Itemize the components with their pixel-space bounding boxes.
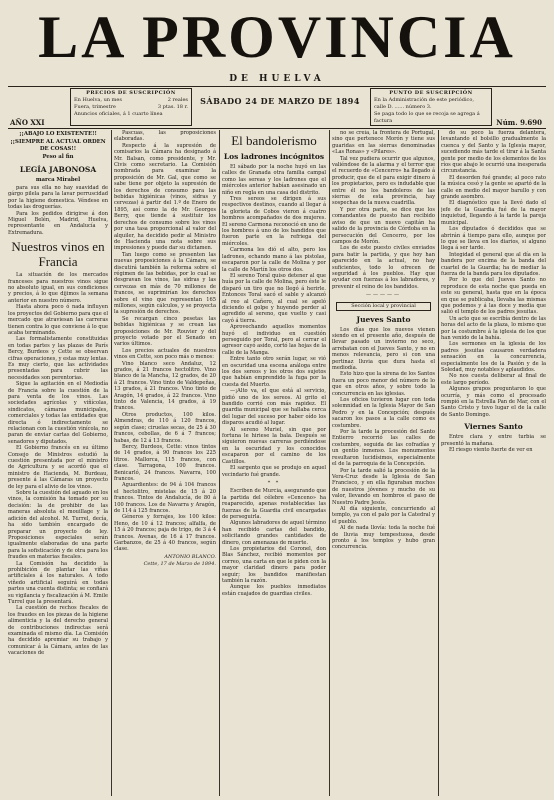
article-paragraph: Los propietarios del Coronel, don Blas Sánchez, recibió momentos por correo, una carta en que le piden con la mayor claridad dinero para poder seguir; los bandidos manifiestan también la razón.	[222, 545, 326, 584]
article-paragraph: Los precios actuales de nuestros vinos en Cette, son poco más o menos:	[114, 347, 216, 361]
article-subheadline: Jueves Santo	[356, 314, 411, 324]
article-paragraph: Los de este puesto civiles enviados para batir la partida, y que hoy han aparecido en la actual, no hay suficientes, todo lo ofrecen de seguridad á los pueblos. Hay que ayudar con fuerzas á los labradores, y prevenir el reino de los bandidos.	[332, 245, 435, 290]
article-paragraph: Los sermones en la iglesia de los padres jesuitas causaron verdadera sensación en la concurrencia, especialmente los de la Pasión y de la Soledad, muy notables y aplaudidos.	[441, 341, 546, 374]
article-paragraph: Algunos grupos preguntaron lo que ocurría, y más como el procesado rompió en la Estrella Pan de Mar, con el Santo Cristo y tuvo lugar el de la calle de Santo Domingo.	[441, 386, 546, 418]
article-signature: ANTONIO BLANCO.	[164, 553, 216, 560]
subscription-row: En Huelva, un mes 2 reales	[74, 97, 188, 103]
separator-ornament: —————	[366, 292, 401, 299]
column-rule	[438, 130, 439, 796]
article-paragraph: Sobre la cuestión del aguado en los vinos, la comisión ha tomado por su decisión: la de prohibir de las maneras absoluta el mouillage y la adición del alcohol. M. Turrel, decía, ha sido también encargado de preparar un proyecto de ley. Proposiciones especiales serán igualmente elaboradas de una parte para la sofisticación y de otra para los fraudes en materias fiscales.	[8, 490, 108, 561]
point-box	[370, 88, 492, 126]
column-5	[441, 130, 546, 796]
article-paragraph: Aunque los pueblos inmediatos están cuajados de guardias civiles.	[222, 584, 326, 597]
point-line: Se paga todo lo que se recoja se agrega á factura	[374, 111, 480, 124]
article-paragraph: Por lo que del Jueves Santo no reproduce de esta noche que pueda en este su general, hasta que en la época en que se publicaba, llevaba las mismas que podemos y á las doce y media que salió el templo de los padres jesuitas.	[441, 277, 546, 316]
article-signature: Cette, 17 de Marzo de 1894.	[143, 561, 216, 568]
article-paragraph: Y por otra parte, se dice que los comandantes de puesto han recibido aviso de que un nuevo capitán ha salido de la provincia de Córdoba en la persecución del Cencerro, por los campos de Morón.	[332, 206, 435, 245]
article-paragraph: No nos cuesta deliberar al final de este largo período.	[441, 373, 546, 386]
column-1	[8, 130, 108, 796]
article-paragraph: Los días que los nuevos vienen siendo en el presente año, después de llevar pasado un invierno no seco, arrebatan con el Jueves Santo, y no en menos relevancia, pero si con una pertinaz lluvia que dura hasta el mediodía.	[332, 326, 435, 371]
article-paragraph: Aguardientes: de 94 á 104 francos el hectolitro, mistelas de 15 á 20 francos. Tintos de Andalucía, de 80 á 100 francos. Los de Navarra y Aragón, de 114 á 125 francos.	[114, 482, 216, 514]
article-paragraph: El sereno Toral quiso detener al que huía por la calle de Molina, pero éste le disparó un tiro que no llegó á herirle. Entonces Toral sacó el sable y alcanzó al reo al Cañero, al cual se apeló diciendo el golpe y huyendo perder al agredido al sereno, que vuelto y casi cayó á tierra.	[222, 272, 326, 324]
article-paragraph: Entre tanto otro serán lugar, se vió en oscuridad una escena análoga entre los dos sereos y los otros dos sujetos que habían emprendido la fuga por la cuesta del Muerto.	[222, 356, 326, 388]
article-paragraph: El desorden fué grande; al poco rato la música cesó y la gente se apartó de la calle en medio del mayor barullo y con grande asombro.	[441, 174, 546, 201]
point-header: PUNTO DE SUSCRIPCIÓN	[389, 90, 473, 96]
header-rule-top	[8, 86, 546, 87]
article-paragraph: El riesgo viento fuerte de ver en	[449, 447, 533, 454]
article-paragraph: no se creía, la frontera de Portugal, sino que pertenece Morón y tiene sus guaridas en las sierras denominadas «Las Ronas» y «Pilares».	[332, 130, 435, 156]
article-paragraph: Escriben de Murcia, asegurando que la partida del célebre «Cenceno» ha reaparecido, apenas restablecidas las fuerzas de la Guardia civil encargadas de perseguirla.	[222, 488, 326, 520]
column-rule	[111, 130, 112, 796]
article-paragraph: El sábado por la noche huyó en las calles de Granada otra familia campal como las sereas y los ladrones que el miércoles anterior habían asesinado un niño en regla en una casa del distrito.	[222, 164, 326, 196]
advert-line: marca Mirabel	[35, 177, 81, 183]
column-2	[114, 130, 216, 796]
article-paragraph: Integidad el general que al día en la bandera por encima de la banda del cuartel de la Guardia; ha de mediar la fuerza de la banda para los diputados.	[441, 251, 546, 277]
subscription-row: Fuera, trimestre 3 ptas. 18 r.	[74, 104, 188, 110]
article-paragraph: Al día siguiente, concurriendo al templo, ya con el palo por la Catedral y el pueblo.	[332, 505, 435, 525]
article-paragraph: La Comisión ha decidido la prohibición de plantar las viñas artificiales á los naturales. A todo viñedo artificial seguirá en todas partes una cuenta distinta; se confiará su vigilancia y fiscalización á M. Emile Turrel que la presentará.	[8, 560, 108, 605]
subscription-box	[70, 88, 192, 126]
article-paragraph: para sus ella no hay suavidad de gárgo pilela para la lavar perruscidad por la higiene domestica. Véndese en todas las droguerías.	[8, 185, 108, 211]
article-paragraph: La cuestión de rechos fiscales de los fraudes en los piezas de la higiene alimenticia y la del derecho general de contribuciones indirectas será examinada el mismo día. La Comisión ha decidido apremiar su trabajo y comunicar á la Cámara, antes de las vacaciones de	[8, 605, 108, 657]
article-paragraph: Vino blanco seco Andaluz, 12 grados, á 21 francos hectolitro. Vino blanco de la Mancha, 12 grados, de 20 á 21 francos. Vino tinto de Valdepeñas, 13 grados, á 21 francos. Vino tinto de Aragón, 14 grados, á 22 francos. Vino tinto de Valencia, 14 grados, á 19 francos.	[114, 360, 216, 412]
column-4	[332, 130, 435, 796]
article-paragraph: Los diputados ó decididos que se abrirán á tiempo para ello, aunque por lo que se lleva en los diarios, si alguno llega á ser tarde.	[441, 226, 546, 252]
issue-year: AÑO XXI	[10, 118, 45, 127]
column-rule	[219, 130, 220, 796]
article-paragraph: Aprovechando aquellos momentos huyó el individuo en cuestión perseguido por Toral, pero al cerrar el agresor cayó asido, cortó las hojas de la calle de la Manga.	[222, 324, 326, 356]
article-paragraph: Hasta ahora poco ó nada influyen los proyectos del Gobierno para que el mercado que atraviesan las carreras tienen contra lo que conviene á lo que acaba terminando.	[8, 304, 108, 336]
article-paragraph: Algunos labradores de aquel término han recibido cartas del bandido, solicitando grandes cantidades de dinero, con amenazas de muerte.	[222, 520, 326, 546]
separator-ornament: * *	[267, 479, 281, 486]
point-line: En la Administración de este periódico,	[374, 97, 474, 103]
article-paragraph: Tal vez pudiera ocurrir que algunos, valiéndose de la alarma y el terror que el recuerdo de «Cencerro» ha llegado á producir, que de el para exigir dinero á los propietarios, pero es indudable que entre él no los bandoleros de las sierras de esta provincia, hay sospechas de la nueva cuadrilla.	[332, 155, 435, 207]
article-subheadline: Los ladrones incógnitos	[223, 152, 325, 161]
masthead-title: LA PROVINCIA	[38, 4, 516, 70]
article-paragraph: Respecto á la supresión de comisarios la Cámara ha designado á Mr. Balsan, como presidente, y Mr. Civis como secretario. La Comisión nombrada para examinar la proposición de Mr. Gal, que como se sabe tiene por objeto la supresión de los derechos de consumo para las bebidas higiénicas (vinos, sidras y cervezas) á partir del 1.º de Enero de 1895, así como la de Mr. Georges Berry, que tiende á sustituir los derechos de consumo sobre los vinos por una tasa proporcional al valor del alquiler, ha decidido pedir al Ministro de Hacienda una nota sobre sus impresiones y puede dar su dictamen.	[114, 142, 216, 252]
column-rule	[329, 130, 330, 796]
column-3	[222, 130, 326, 796]
article-headline: El bandolerismo	[231, 133, 317, 148]
article-paragraph: Géneros y forrajes, los 100 kilos: Heno, de 10 á 12 francos; alfalfa, de 15 á 20 francos; paja de trigo, de 3 á 4 francos. Avenas, de 16 á 17 francos. Garbanzos, de 25 á 40 francos, según clase.	[114, 514, 216, 553]
advert-line: Peso al fin	[42, 154, 74, 160]
article-paragraph: Por la tarde salió la procesión de la Vera-Cruz desde la Iglesia de San Francisco, y en ella figuraban muchos de nuestros jóvenes y mucho de su valor, llevando en hombros el paso de Nuestro Padre Jesús.	[332, 467, 435, 506]
subscription-row: Anuncios oficiales, á 1 cuarto línea	[74, 111, 163, 117]
issue-number: Núm. 9.690	[496, 118, 542, 127]
subscription-header: PRECIOS DE SUSCRIPCIÓN	[86, 90, 176, 96]
article-paragraph: Esto hizo que la sirena de los Santos fuera un poco menor del número de lo que en otros años, y sobre todo la concurrencia en las iglesias.	[332, 371, 435, 397]
masthead-subtitle: DE HUELVA	[229, 74, 325, 84]
article-paragraph: Tres sereos se dirigen á sus respectivos destinos, cuando al llegar á la glorieta de Cobos vieron á cuatro hombres acompañados de dos mujeres. El sereno Carmona reconoció en uno de los hombres á uno de los bandidos que fueron parte en la refriega del miércoles.	[222, 196, 326, 247]
article-paragraph: —¡Alto va, el que está al servicio, pidió uno de los sereos. Al grito el bandido corrió con más rapidez. El guardia municipal que se hallaba cerca del lugar del suceso por haber oído los disparos acudió al lugar.	[222, 388, 326, 427]
article-paragraph: Pascuas, las proposiciones elaboradas.	[114, 130, 216, 143]
article-headline: Nuestros vinos en Francia	[11, 239, 105, 270]
header-rule-bottom	[8, 128, 546, 129]
article-paragraph: Al de nada llovía: toda la noche fué de lluvia muy tempestuosa, desde pronto á los templos y hubo gran concurrencia.	[332, 525, 435, 551]
article-paragraph: Los oficios tuvieron lugar con toda solemnidad en la Iglesia Mayor de San Pedro y en la Concepción; después sacaron los pasos a la calle como es costumbre.	[332, 397, 435, 429]
issue-date: SÁBADO 24 DE MARZO DE 1894	[200, 96, 360, 106]
advert-line: ¡¡SIEMPRE AL ACTUAL ORDEN DE COSAS!!	[10, 139, 106, 152]
article-paragraph: do su poco la fuerza delantera, levantando el bolsillo gradualmente la cuenca y del Santo y la Iglesia mayor, sucediendo más tarde el tirar á la Santa gente por medio de los elementos de los ríos que abajo le ocurrió una inesperada circunstancia.	[441, 130, 546, 175]
article-paragraph: El diagnóstico que la llevó dado el jefe de la Guardia fué de la mayor inquietud, llegando á la tarde la pareja municipal.	[441, 200, 546, 226]
advert-line: ¡¡ABAJO LO EXISTENTE!!	[19, 131, 97, 137]
article-subheadline: LEGÍA JABONOSA	[19, 165, 97, 174]
article-paragraph: El Gobierno francés en su último Consejo de Ministros estudió la cuestión presentada por el ministro de Agricultura y se acordó que el ministro de Hacienda, M. Burdeau, presente á las Cámaras un proyecto de ley para el alivio de los vinos.	[8, 445, 108, 490]
article-paragraph: Entre clara y entre turbia se presentó la mañana.	[441, 434, 546, 447]
article-paragraph: La situación de los mercados franceses para nuestros vinos sigue no absoluto igual, en sus condiciones y precios, á lo que dijimos la semana anterior en nuestro número.	[8, 272, 108, 304]
article-paragraph: Carmona les dió el alto, pero los ladrones, echando mano á las pistolas, escaparon por la calle de Molina y por la calle de Martín los otros dos.	[222, 247, 326, 273]
article-paragraph: Sigue la agitación en el Mediodía de Francia sobre la cuestión de la para venta de los vinos. Las sociedades agrícolas y viñícolas, sindicatos, cámaras municipales, comerciales y todas las entidades que directa ó indirectamente se relacionan con la cuestión vinícola, no paran de enviar cartas del Gobierno, senadores y diputados.	[8, 381, 108, 445]
article-paragraph: Para los pedidos dirigirse á don Miguel Belén, Madrid, Huelva, representante en Andalucía y Extremadura.	[8, 210, 108, 236]
article-paragraph: Bercy, Burdeos, Cette: vinos tintos de 14 grados, á 90 francos los 225 litros. Mallorca, 115 francos, con clase. Tarragona, 100 francos. Benicarló, 24 francos. Navarra, 100 francos.	[114, 443, 216, 482]
article-paragraph: Se recargan cinco pesetas las bebidas higiénicas y se crean las proposiciones de Mr. Rouvier y del proyecto votado por el Senado en varios últimos.	[114, 315, 216, 348]
article-paragraph: El sargento que se produjo en aquel vecindario fué grande.	[222, 465, 326, 478]
article-paragraph: Al sereno Muriel, sin que por fortuna le hiriese la bala. Después se siguieron nuevas carreras perdiéndose en la oscuridad y los conocidos escaparon por el camino de los Castillos.	[222, 426, 326, 465]
article-paragraph: Las formalistamente constituidas en todas partes y las plazas de París Bercy, Burdeos y Cette se observan cifras operaciones, y estas muy lentas. Es muy cierto, que las actividades presentadas para cubrir las necesidades son perentorias.	[8, 336, 108, 381]
point-line: calle D. ...... número 3.	[374, 104, 432, 110]
article-paragraph: Otros productos, 100 kilos. Almendras, de 110 á 120 francos, según clase; ciruelas secas, de 25 á 30 francos, cebollas, de 6 á 7 francos; habas, de 12 á 13 francos.	[114, 411, 216, 444]
article-paragraph: Por la tarde la procesión del Santo Entierro recorrió las calles de costumbre, seguida de las cofradías y un gentío inmenso. Los monumentos resultaron lucidísimos, especialmente el de la parroquia de la Concepción.	[332, 429, 435, 468]
article-subheadline: Viernes Santo	[464, 422, 523, 432]
article-paragraph: Un acto que se escribía dentro de las horas del acto de la plaza, lo mismo que por la costumbre á la iglesia de los que han venido de la bahía.	[441, 315, 546, 341]
section-header: Sección local y provincial	[336, 302, 431, 311]
article-paragraph: Tan luego como se presenten las nuevas proposiciones á la Cámara, se discutirá también la reforma sobre el régimen de las bebidas, por lo cual se desgravan los vinos, las sidras y las cervezas en más de 70 millones de francos, se suprimirían los derechos sobre el vino que representan 165 millones, según cálculos, y se proyecta la supresión de derechos.	[114, 251, 216, 316]
